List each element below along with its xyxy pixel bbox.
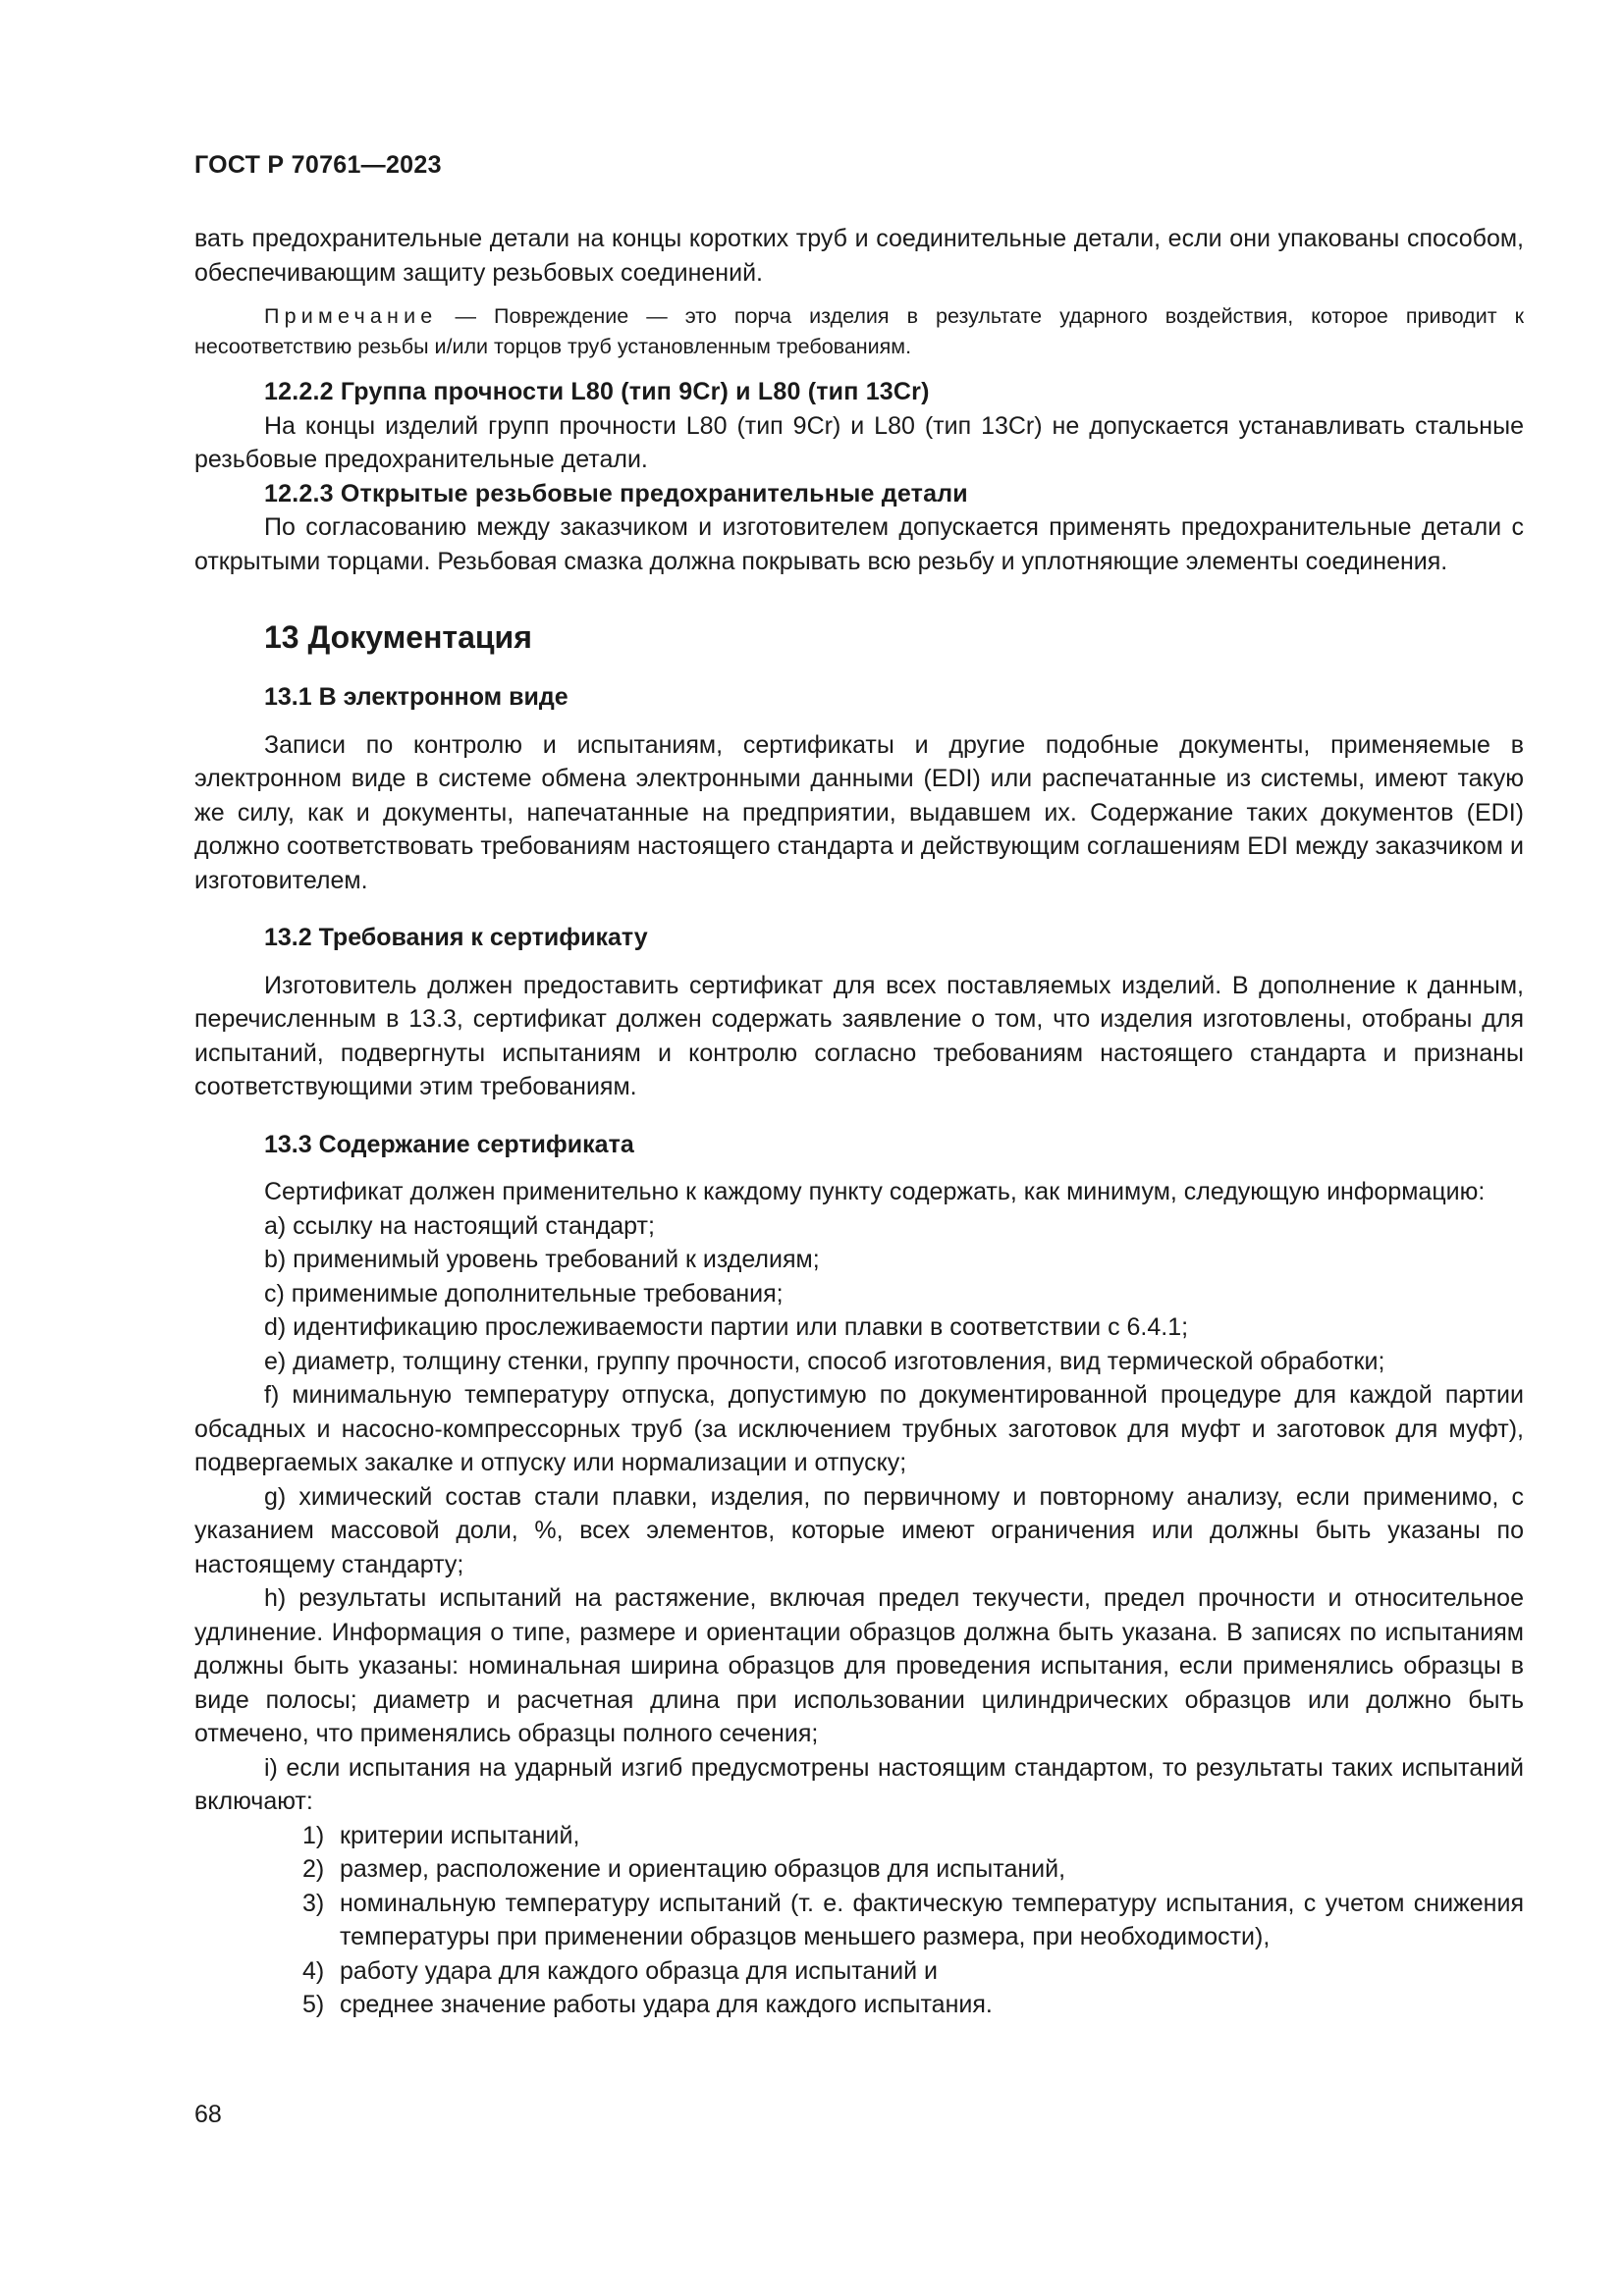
sub-list-item xyxy=(194,1852,1524,1887)
sub-item-text: критерии испытаний, xyxy=(340,1821,580,1849)
note xyxy=(194,301,1524,361)
list-item: i) если испытания на ударный изгиб предусмотрены настоящим стандартом, то результаты таких испытаний включают: xyxy=(194,1753,1524,1815)
continued-paragraph: вать предохранительные детали на концы коротких труб и соединительные детали, если они упакованы способом, обеспечивающим защиту резьбовых соединений. xyxy=(194,225,1524,287)
paragraph-12-2-2: На концы изделий групп прочности L80 (тип 9Cr) и L80 (тип 13Cr) не допускается устанавливать стальные резьбовые предохранительные детали. xyxy=(194,411,1524,473)
paragraph-13-3-intro: Сертификат должен применительно к каждому пункту содержать, как минимум, следующую информацию: xyxy=(264,1178,1486,1205)
list-item: c) применимые дополнительные требования; xyxy=(264,1279,784,1308)
list-item: g) химический состав стали плавки, изделия, по первичному и повторному анализу, если применимо, с указанием массовой доли, %, всех элементов, которые имеют ограничения или должны быть указаны по настоящему стандарту; xyxy=(194,1482,1524,1578)
note-text: — Повреждение — это порча изделия в результате ударного воздействия, которое приводит к несоответствию резьбы и/или торцов труб установленным требованиям. xyxy=(194,304,1524,358)
sub-item-number: 3) xyxy=(302,1889,325,1917)
sub-item-text: среднее значение работы удара для каждого испытания. xyxy=(340,1991,993,2018)
sub-item-text: номинальную температуру испытаний (т. е. фактическую температуру испытания, с учетом снижения температуры при применении образцов меньшего размера, при необходимости), xyxy=(340,1889,1524,1950)
sub-list-item xyxy=(194,1988,1524,2022)
list-item: a) ссылку на настоящий стандарт; xyxy=(264,1211,655,1240)
paragraph-13-2: Изготовитель должен предоставить сертификат для всех поставляемых изделий. В дополнение к данным, перечисленным в 13.3, сертификат должен содержать заявление о том, что изделия изготовлены, отобраны для испытаний, подвергнуты испытаниям и контролю согласно требованиям настоящего стандарта и признаны соответствующими этим требованиям. xyxy=(194,971,1524,1100)
list-item: b) применимый уровень требований к изделиям; xyxy=(264,1246,820,1273)
sub-item-number: 5) xyxy=(302,1991,325,2018)
document-code: ГОСТ Р 70761—2023 xyxy=(194,151,442,179)
page-number: 68 xyxy=(194,2101,222,2128)
sub-item-number: 2) xyxy=(302,1855,325,1883)
certificate-items-list xyxy=(194,1209,1524,1819)
list-item: d) идентификацию прослеживаемости партии или плавки в соответствии с 6.4.1; xyxy=(264,1313,1189,1341)
list-item: f) минимальную температуру отпуска, допустимую по документированной процедуре для каждой партии обсадных и насосно-компрессорных труб (за исключением трубных заготовок для муфт и заготовок для муфт), подвергаемых закалке и отпуску или нормализации и отпуску; xyxy=(194,1381,1524,1476)
sub-item-number: 4) xyxy=(302,1956,325,1985)
paragraph-13-1: Записи по контролю и испытаниям, сертификаты и другие подобные документы, применяемые в электронном виде в системе обмена электронными данными (EDI) или распечатанные из системы, имеют такую же силу, как и документы, напечатанные на предприятии, выдавшем их. Содержание таких документов (EDI) должно соответствовать требованиям настоящего стандарта и действующим соглашениям EDI между заказчиком и изготовителем. xyxy=(194,730,1524,894)
sub-item-text: работу удара для каждого образца для испытаний и xyxy=(340,1956,938,1985)
page-content xyxy=(194,222,1524,2022)
sub-item-number: 1) xyxy=(302,1821,325,1849)
impact-test-sublist xyxy=(194,1819,1524,2022)
heading-12-2-2: 12.2.2 Группа прочности L80 (тип 9Cr) и L80 (тип 13Cr) xyxy=(264,378,930,405)
sub-list-item xyxy=(194,1954,1524,1989)
list-item: e) диаметр, толщину стенки, группу прочности, способ изготовления, вид термической обработки; xyxy=(264,1347,1385,1375)
heading-13-2: 13.2 Требования к сертификату xyxy=(264,924,648,951)
sub-item-text: размер, расположение и ориентацию образцов для испытаний, xyxy=(340,1855,1066,1883)
sub-list-item xyxy=(194,1819,1524,1853)
paragraph-12-2-3: По согласованию между заказчиком и изготовителем допускается применять предохранительные детали с открытыми торцами. Резьбовая смазка должна покрывать всю резьбу и уплотняющие элементы соединения. xyxy=(194,513,1524,575)
heading-13-3: 13.3 Содержание сертификата xyxy=(264,1130,634,1158)
heading-13-1: 13.1 В электронном виде xyxy=(264,683,568,711)
list-item: h) результаты испытаний на растяжение, включая предел текучести, предел прочности и относительное удлинение. Информация о типе, размере и ориентации образцов должна быть указана. В записях по испытаниям должны быть указаны: номинальная ширина образцов для проведения испытания, если применялись образцы в виде полосы; диаметр и расчетная длина при использовании цилиндрических образцов или должно быть отмечено, что применялись образцы полного сечения; xyxy=(194,1584,1524,1747)
section-13-title: 13 Документация xyxy=(264,619,532,655)
note-label: Примечание xyxy=(264,304,438,328)
sub-list-item xyxy=(194,1887,1524,1954)
heading-12-2-3: 12.2.3 Открытые резьбовые предохранительные детали xyxy=(264,479,968,507)
